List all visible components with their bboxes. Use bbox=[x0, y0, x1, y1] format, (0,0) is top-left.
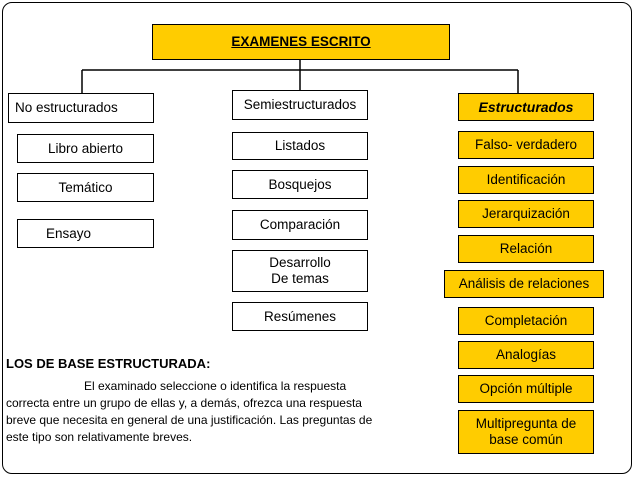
item-ensayo: Ensayo bbox=[17, 219, 154, 248]
note-title: LOS DE BASE ESTRUCTURADA: bbox=[6, 356, 211, 371]
item-resumenes: Resúmenes bbox=[232, 302, 368, 331]
item-comparacion: Comparación bbox=[232, 210, 368, 240]
item-jerarquizacion: Jerarquización bbox=[458, 200, 594, 228]
item-completacion: Completación bbox=[458, 307, 594, 335]
item-opcion-multiple: Opción múltiple bbox=[458, 375, 594, 403]
header-semiestructurados: Semiestructurados bbox=[232, 90, 368, 120]
item-listados: Listados bbox=[232, 132, 368, 160]
header-no-estructurados: No estructurados bbox=[8, 93, 154, 123]
item-identificacion: Identificación bbox=[458, 166, 594, 194]
diagram-title: EXAMENES ESCRITO bbox=[152, 24, 450, 60]
item-bosquejos: Bosquejos bbox=[232, 170, 368, 199]
item-tematico: Temático bbox=[17, 173, 154, 202]
item-libro-abierto: Libro abierto bbox=[17, 134, 154, 163]
note-body: El examinado seleccione o identifica la respuesta correcta entre un grupo de ellas y, a demás, ofrezca una respuesta breve que necesita en general de una justificación. Las preguntas de este tipo son relativamente breves. bbox=[6, 379, 373, 444]
item-desarrollo-de-temas: Desarrollo De temas bbox=[232, 250, 368, 292]
item-multipregunta-de-base-comun: Multipregunta de base común bbox=[458, 410, 594, 454]
item-analisis-de-relaciones: Análisis de relaciones bbox=[444, 270, 604, 298]
item-falso-verdadero: Falso- verdadero bbox=[458, 131, 594, 159]
item-analogias: Analogías bbox=[458, 341, 594, 369]
header-estructurados: Estructurados bbox=[458, 93, 594, 121]
item-relacion: Relación bbox=[458, 235, 594, 263]
